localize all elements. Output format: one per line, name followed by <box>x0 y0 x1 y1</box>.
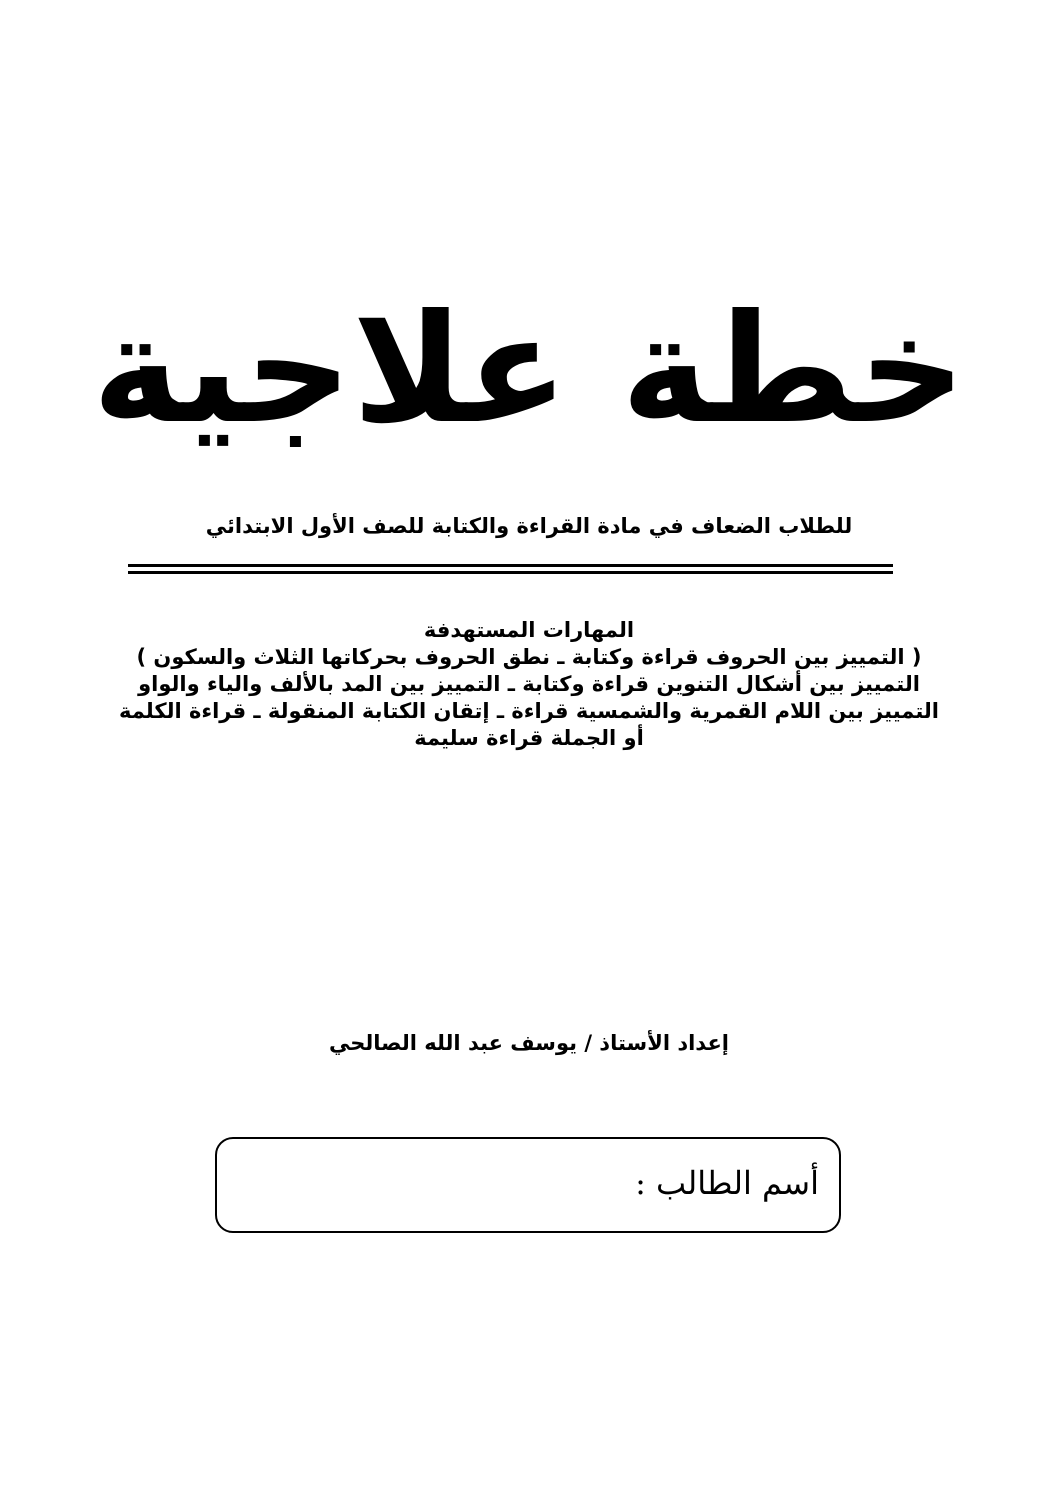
skills-line: التمييز بين اللام القمرية والشمسية قراءة ـ إتقان الكتابة المنقولة ـ قراءة الكلمة <box>118 699 939 723</box>
document-subtitle: للطلاب الضعاف في مادة القراءة والكتابة للصف الأول الابتدائي <box>205 514 853 538</box>
student-name-label: أسم الطالب : <box>635 1164 819 1202</box>
author-credit: إعداد الأستاذ / يوسف عبد الله الصالحي <box>329 1031 729 1055</box>
skills-line: ( التمييز بين الحروف قراءة وكتابة ـ نطق الحروف بحركاتها الثلاث والسكون ) <box>136 645 922 669</box>
skills-line: التمييز بين أشكال التنوين قراءة وكتابة ـ التمييز بين المد بالألف والياء والواو <box>138 672 920 696</box>
skills-line: أو الجملة قراءة سليمة <box>414 726 644 750</box>
divider-line-bottom <box>128 571 893 574</box>
divider-line-top <box>128 564 893 567</box>
document-title: خطة علاجية <box>91 283 967 457</box>
target-skills-section <box>0 617 1058 752</box>
student-name-box[interactable] <box>215 1137 841 1233</box>
skills-heading: المهارات المستهدفة <box>423 618 635 642</box>
